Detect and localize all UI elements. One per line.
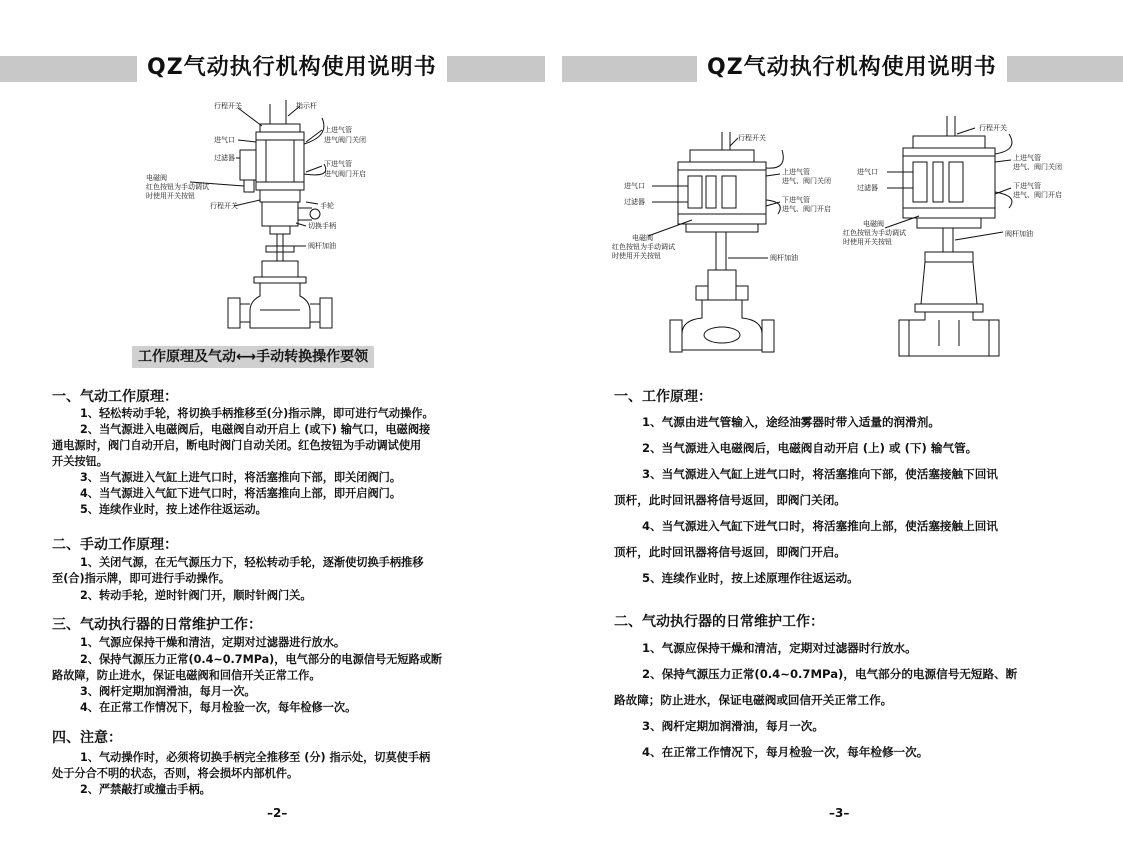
label-upper-pipe: 上进气管 bbox=[324, 126, 352, 134]
a-label-switch-button: 时使用开关按钮 bbox=[612, 252, 661, 260]
left-s3-line-3: 路故障，防止进水，保证电磁阀和回信开关正常工作。 bbox=[52, 669, 321, 682]
label-solenoid: 电磁阀 bbox=[146, 174, 167, 182]
right-page-title: QZ气动执行机构使用说明书 bbox=[697, 53, 1007, 83]
left-s4-line-3: 2、严禁敲打或撞击手柄。 bbox=[80, 783, 211, 796]
label-filter: 过滤器 bbox=[214, 154, 235, 162]
label-lower-pipe: 下进气管 bbox=[324, 160, 352, 168]
b-label-filter: 过滤器 bbox=[857, 184, 878, 192]
left-diagram-caption: 工作原理及气动⟷手动转换操作要领 bbox=[132, 346, 374, 368]
b-label-upper-note: 进气、阀门关闭 bbox=[1013, 163, 1062, 171]
left-s3-line-4: 3、阀杆定期加润滑油，每月一次。 bbox=[80, 685, 256, 698]
right-s2-line-3: 路故障；防止进水，保证电磁阀或回信开关正常工作。 bbox=[614, 693, 893, 707]
right-s2-line-1: 1、气源应保持干燥和清洁，定期对过滤器时行放水。 bbox=[642, 641, 917, 655]
b-label-stem-oil: 阀杆加油 bbox=[1005, 230, 1033, 238]
b-label-solenoid: 电磁阀 bbox=[863, 220, 884, 228]
left-section-3-title: 三、气动执行器的日常维护工作： bbox=[52, 617, 262, 633]
b-label-air-inlet: 进气口 bbox=[857, 168, 878, 176]
right-section-1-title: 一、工作原理： bbox=[614, 389, 712, 405]
right-s1-line-1: 1、气源由进气管输入，途经油雾器时带入适量的润滑剂。 bbox=[642, 415, 940, 429]
label-indicator: 指示杆 bbox=[296, 102, 317, 110]
left-s1-line-2: 2、当气源进入电磁阀后，电磁阀自动开启上 (或下) 输气口，电磁阀接 bbox=[80, 423, 431, 436]
left-s3-line-1: 1、气源应保持干燥和清洁，定期对过滤器进行放水。 bbox=[80, 636, 346, 649]
a-label-air-inlet: 进气口 bbox=[624, 182, 645, 190]
left-s1-line-4: 开关按钮。 bbox=[52, 455, 108, 468]
label-upper-pipe-note: 进气阀门关闭 bbox=[324, 136, 366, 144]
left-s1-line-1: 1、轻松转动手轮，将切换手柄推移至(分)指示牌，即可进行气动操作。 bbox=[80, 407, 434, 420]
left-page-title: QZ气动执行机构使用说明书 bbox=[137, 53, 447, 83]
left-s1-line-6: 4、当气源进入气缸下进气口时，将活塞推向上部，即开启阀门。 bbox=[80, 487, 402, 500]
right-s2-line-2: 2、保持气源压力正常(0.4~0.7MPa)，电气部分的电源信号无短路、断 bbox=[642, 667, 1018, 681]
b-label-travel-switch: 行程开关 bbox=[979, 124, 1007, 132]
left-section-2-title: 二、手动工作原理： bbox=[52, 537, 178, 553]
left-s1-line-3: 通电源时，阀门自动开启，断电时阀门自动关闭。红色按钮为手动调试使用 bbox=[52, 439, 422, 452]
right-s2-line-4: 3、阀杆定期加润滑油，每月一次。 bbox=[642, 719, 824, 733]
right-valve-diagram-b bbox=[843, 106, 1073, 364]
label-switch-handle: 切换手柄 bbox=[308, 222, 336, 230]
a-label-red-button: 红色按钮为手动调试 bbox=[612, 243, 675, 251]
a-label-lower-pipe: 下进气管 bbox=[782, 196, 810, 204]
right-s1-line-6: 顶杆，此时回讯器将信号返回，即阀门开启。 bbox=[614, 545, 846, 559]
a-label-stem-oil: 阀杆加油 bbox=[770, 254, 798, 262]
right-section-2-title: 二、气动执行器的日常维护工作： bbox=[614, 614, 824, 630]
right-s1-line-5: 4、当气源进入气缸下进气口时，将活塞推向上部，使活塞接触上回讯 bbox=[642, 519, 998, 533]
left-page-number: –2– bbox=[267, 806, 288, 820]
left-valve-diagram bbox=[110, 96, 410, 341]
a-label-lower-note: 进气、阀门开启 bbox=[782, 205, 831, 213]
label-handwheel: 手轮 bbox=[320, 202, 334, 210]
left-section-1-title: 一、气动工作原理： bbox=[52, 389, 178, 405]
a-label-solenoid: 电磁阀 bbox=[632, 234, 653, 242]
left-s4-line-2: 处于分合不明的状态，否则，将会损坏内部机件。 bbox=[52, 767, 299, 780]
label-switch-button: 时使用开关按钮 bbox=[146, 192, 195, 200]
left-s1-line-7: 5、连续作业时，按上述作往返运动。 bbox=[80, 503, 267, 516]
a-label-upper-note: 进气、阀门关闭 bbox=[782, 177, 831, 185]
left-s2-line-3: 2、转动手轮，逆时针阀门开，顺时针阀门关。 bbox=[80, 589, 312, 602]
a-label-filter: 过滤器 bbox=[624, 198, 645, 206]
b-label-red-button: 红色按钮为手动调试 bbox=[843, 229, 906, 237]
right-page-number: –3– bbox=[829, 806, 850, 820]
right-s2-line-5: 4、在正常工作情况下，每月检验一次，每年检修一次。 bbox=[642, 745, 929, 759]
right-s1-line-2: 2、当气源进入电磁阀后，电磁阀自动开启 (上) 或 (下) 输气管。 bbox=[642, 441, 978, 455]
a-label-upper-pipe: 上进气管 bbox=[782, 168, 810, 176]
label-air-inlet: 进气口 bbox=[214, 136, 235, 144]
label-red-button: 红色按钮为手动调试 bbox=[146, 183, 209, 191]
right-s1-line-3: 3、当气源进入气缸上进气口时，将活塞推向下部，使活塞接触下回讯 bbox=[642, 467, 998, 481]
left-section-4-title: 四、注意： bbox=[52, 730, 122, 746]
right-s1-line-4: 顶杆，此时回讯器将信号返回，即阀门关闭。 bbox=[614, 493, 846, 507]
b-label-lower-note: 进气、阀门开启 bbox=[1013, 191, 1062, 199]
label-lower-pipe-note: 进气阀门开启 bbox=[324, 170, 366, 178]
left-s3-line-5: 4、在正常工作情况下，每月检验一次，每年检修一次。 bbox=[80, 701, 357, 714]
left-s2-line-1: 1、关闭气源，在无气源压力下，轻松转动手轮，逐渐使切换手柄推移 bbox=[80, 556, 424, 569]
a-label-travel-switch: 行程开关 bbox=[738, 134, 766, 142]
b-label-lower-pipe: 下进气管 bbox=[1013, 182, 1041, 190]
label-travel-switch-top: 行程开关 bbox=[214, 102, 242, 110]
label-travel-switch-bottom: 行程开关 bbox=[210, 202, 238, 210]
left-s3-line-2: 2、保持气源压力正常(0.4~0.7MPa)，电气部分的电源信号无短路或断 bbox=[80, 653, 443, 666]
label-stem-oil: 阀杆加油 bbox=[308, 242, 336, 250]
left-s2-line-2: 至(合)指示牌，即可进行手动操作。 bbox=[52, 572, 231, 585]
b-label-upper-pipe: 上进气管 bbox=[1013, 154, 1041, 162]
left-s4-line-1: 1、气动操作时，必须将切换手柄完全推移至 (分) 指示处，切莫使手柄 bbox=[80, 751, 431, 764]
right-s1-line-7: 5、连续作业时，按上述原理作往返运动。 bbox=[642, 571, 859, 585]
b-label-switch-button: 时使用开关按钮 bbox=[843, 238, 892, 246]
left-s1-line-5: 3、当气源进入气缸上进气口时，将活塞推向下部，即关闭阀门。 bbox=[80, 471, 402, 484]
right-valve-diagram-a bbox=[612, 110, 832, 360]
